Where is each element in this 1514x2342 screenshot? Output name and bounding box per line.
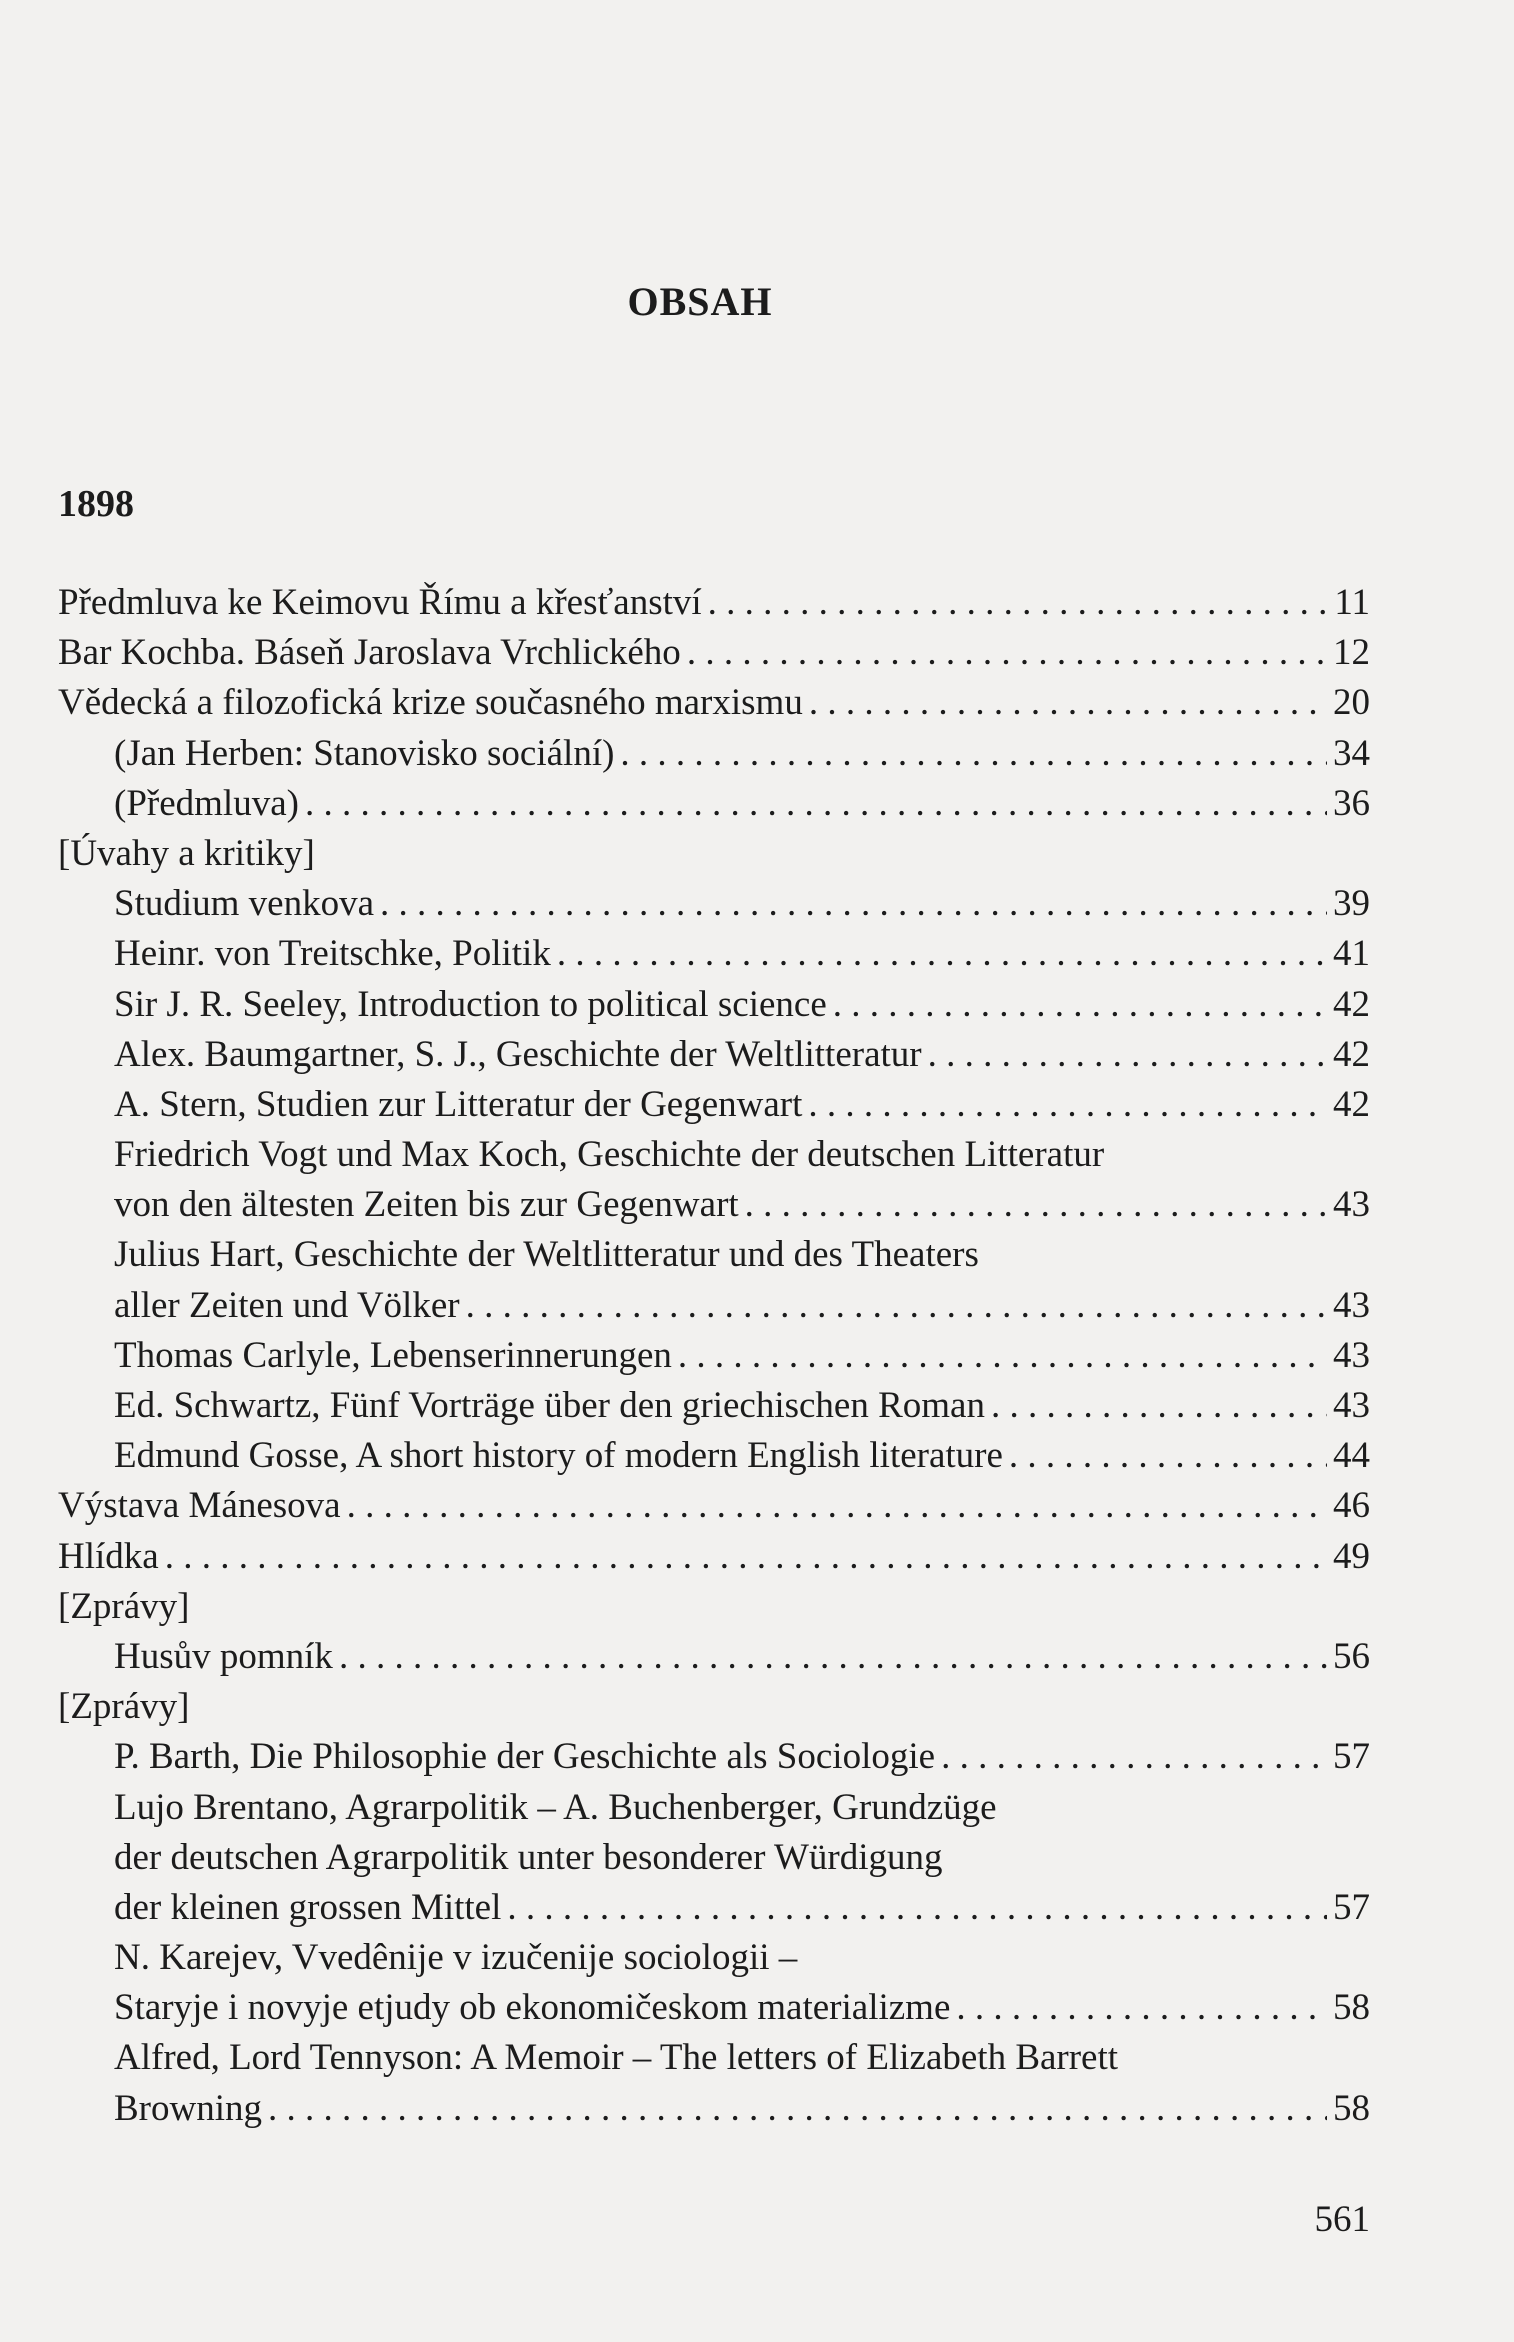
toc-entry-title: Sir J. R. Seeley, Introduction to political science [114,983,827,1025]
toc-leader-dots [956,1983,1327,2033]
toc-leader-dots [678,1331,1327,1381]
toc-entry [58,1732,1370,1782]
page-heading: OBSAH [627,279,773,324]
toc-entry-title: [Zprávy] [58,1686,190,1728]
toc-entry-title: Vědecká a filozofická krize současného marxismu [58,682,803,724]
toc-entry-page: 36 [1333,782,1370,824]
toc-entry-page: 11 [1334,582,1370,623]
toc-leader-dots [991,1381,1327,1431]
toc-entry-page: 42 [1333,1083,1370,1125]
toc-entry-title: aller Zeiten und Völker [114,1284,460,1326]
toc-leader-dots [466,1281,1327,1331]
toc-entry-page: 12 [1333,632,1370,674]
toc-leader-dots [808,1080,1327,1130]
toc-entry [58,729,1370,779]
toc-entry-title: Friedrich Vogt und Max Koch, Geschichte der deutschen Litteratur [114,1134,1105,1176]
toc-entry [58,1933,1370,1983]
toc-entry [58,929,1370,979]
toc-entry [58,1030,1370,1080]
toc-entry-title: Heinr. von Treitschke, Politik [114,933,551,975]
toc-leader-dots [708,578,1329,628]
toc-entry-title: Předmluva ke Keimovu Římu a křesťanství [58,582,702,623]
toc-entry [58,2084,1370,2134]
toc-entry-title: der deutschen Agrarpolitik unter besonderer Würdigung [114,1836,943,1878]
toc-entry [58,1230,1370,1280]
toc-entry [58,2033,1370,2083]
toc-entry-title: Lujo Brentano, Agrarpolitik – A. Buchenberger, Grundzüge [114,1786,997,1828]
toc-entry [58,1883,1370,1933]
toc-entry [58,1431,1370,1481]
toc-entry-title: Výstava Mánesova [58,1485,341,1527]
toc-leader-dots [557,929,1327,979]
toc-entry-title: Bar Kochba. Báseň Jaroslava Vrchlického [58,632,681,674]
toc-entry-page: 58 [1333,2087,1370,2129]
toc-entry-page: 43 [1333,1334,1370,1376]
toc-entry-page: 43 [1333,1284,1370,1326]
toc-entry-page: 43 [1333,1385,1370,1426]
toc-entry [58,628,1370,678]
toc-entry [58,1532,1370,1582]
toc-entry [58,1783,1370,1833]
toc-entry-page: 39 [1333,883,1370,925]
toc-leader-dots [745,1180,1327,1230]
toc-entry [58,1080,1370,1130]
toc-entry-page: 57 [1333,1736,1370,1778]
toc-leader-dots [833,980,1327,1030]
toc-entry-page: 58 [1333,1987,1370,2029]
toc-entry-title: Edmund Gosse, A short history of modern English literature [114,1435,1003,1477]
toc-entry [58,1983,1370,2033]
toc-entry [58,678,1370,728]
toc-entry-title: (Předmluva) [114,782,299,824]
toc-entry-title: Hlídka [58,1535,159,1577]
toc-entry-page: 49 [1333,1535,1370,1577]
toc-entry [58,1130,1370,1180]
toc-entry-page: 56 [1333,1635,1370,1677]
toc-entry-title: [Zprávy] [58,1585,190,1627]
toc-entry [58,1833,1370,1883]
toc-entry-title: Husův pomník [114,1635,333,1677]
toc-leader-dots [507,1883,1327,1933]
toc-entry-title: P. Barth, Die Philosophie der Geschichte als Sociologie [114,1736,936,1778]
table-of-contents [58,578,1370,2134]
toc-entry [58,829,1370,879]
toc-leader-dots [809,678,1327,728]
toc-entry [58,1180,1370,1230]
toc-entry-page: 34 [1333,732,1370,774]
toc-leader-dots [380,879,1327,929]
toc-entry-title: von den ältesten Zeiten bis zur Gegenwart [114,1184,739,1226]
toc-entry [58,980,1370,1030]
toc-entry-page: 42 [1333,1033,1370,1075]
toc-entry-title: (Jan Herben: Stanovisko sociální) [114,732,615,774]
toc-entry [58,1481,1370,1531]
toc-entry-title: Alfred, Lord Tennyson: A Memoir – The letters of Elizabeth Barrett [114,2037,1119,2079]
toc-entry [58,1381,1370,1431]
toc-leader-dots [928,1030,1327,1080]
section-year: 1898 [58,483,134,525]
page-number: 561 [1314,2199,1370,2240]
toc-leader-dots [339,1632,1327,1682]
toc-entry-title: Ed. Schwartz, Fünf Vorträge über den griechischen Roman [114,1385,985,1426]
toc-leader-dots [941,1732,1327,1782]
toc-entry-title: Staryje i novyje etjudy ob ekonomičeskom materializme [114,1987,951,2029]
toc-leader-dots [620,729,1327,779]
toc-entry-page: 46 [1333,1485,1370,1527]
toc-entry-title: Thomas Carlyle, Lebenserinnerungen [114,1334,672,1376]
toc-entry-title: A. Stern, Studien zur Litteratur der Gegenwart [114,1083,803,1125]
toc-entry-page: 43 [1333,1184,1370,1226]
toc-entry-title: Studium venkova [114,883,375,925]
toc-entry [58,1682,1370,1732]
toc-entry [58,1281,1370,1331]
toc-leader-dots [347,1481,1327,1531]
toc-entry [58,1632,1370,1682]
toc-leader-dots [687,628,1327,678]
toc-entry-page: 20 [1333,682,1370,724]
toc-entry [58,578,1370,628]
toc-leader-dots [1009,1431,1327,1481]
toc-entry-title: Browning [114,2087,262,2129]
toc-entry [58,1331,1370,1381]
toc-entry-page: 42 [1333,983,1370,1025]
toc-entry-title: N. Karejev, Vvedênije v izučenije sociologii – [114,1937,798,1979]
toc-leader-dots [268,2084,1327,2134]
toc-entry-page: 44 [1333,1435,1370,1477]
toc-entry-title: Julius Hart, Geschichte der Weltlitteratur und des Theaters [114,1234,979,1276]
toc-entry-page: 41 [1333,933,1370,975]
toc-entry [58,779,1370,829]
toc-entry-title: [Úvahy a kritiky] [58,832,315,874]
toc-entry-title: Alex. Baumgartner, S. J., Geschichte der Weltlitteratur [114,1033,922,1075]
toc-leader-dots [305,779,1327,829]
toc-entry [58,879,1370,929]
toc-entry [58,1582,1370,1632]
toc-entry-page: 57 [1333,1886,1370,1928]
toc-leader-dots [165,1532,1327,1582]
toc-entry-title: der kleinen grossen Mittel [114,1886,502,1928]
